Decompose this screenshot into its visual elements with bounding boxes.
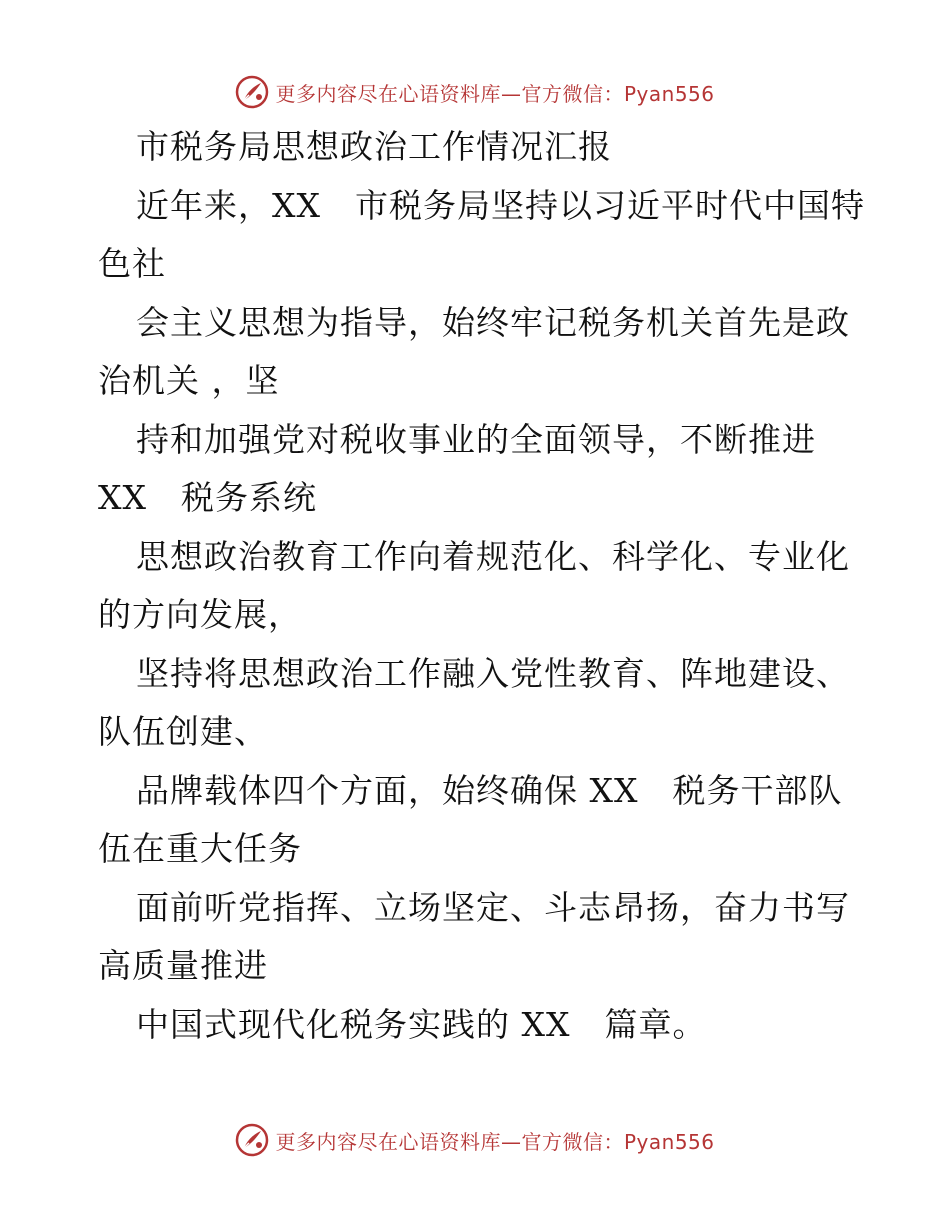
document-line: 坚持将思想政治工作融入党性教育、阵地建设、 <box>136 653 850 693</box>
document-line: 会主义思想为指导，始终牢记税务机关首先是政 <box>136 302 850 342</box>
document-line: 近年来，XX 市税务局坚持以习近平时代中国特 <box>136 185 865 225</box>
watermark-text <box>275 78 714 107</box>
watermark-wechat-label: 官方微信： <box>521 1129 624 1154</box>
document-line: 持和加强党对税收事业的全面领导，不断推进 <box>136 419 816 459</box>
watermark-dash: — <box>500 1129 522 1154</box>
document-body <box>98 118 865 1054</box>
document-line: 伍在重大任务 <box>98 829 302 868</box>
header-watermark <box>0 72 950 112</box>
watermark-wechat-label: 官方微信： <box>521 81 624 106</box>
quill-pen-icon <box>235 75 269 109</box>
document-line: 的方向发展， <box>98 595 302 634</box>
footer-watermark <box>0 1120 950 1160</box>
watermark-main: 更多内容尽在心语资料库 <box>275 81 501 106</box>
document-line: 面前听党指挥、立场坚定、斗志昂扬，奋力书写 <box>136 887 850 927</box>
document-line: 品牌载体四个方面，始终确保 XX 税务干部队 <box>136 770 843 810</box>
document-line: 高质量推进 <box>98 946 268 985</box>
document-line: 治机关 ，坚 <box>98 361 280 400</box>
document-line: 思想政治教育工作向着规范化、科学化、专业化 <box>136 536 850 576</box>
watermark-handle: Pyan556 <box>623 1129 715 1154</box>
quill-pen-icon <box>235 1123 269 1157</box>
document-line: 队伍创建、 <box>98 712 268 751</box>
watermark-text <box>275 1126 714 1155</box>
document-line: 中国式现代化税务实践的 XX 篇章。 <box>136 1004 707 1044</box>
watermark-handle: Pyan556 <box>623 81 715 106</box>
watermark-dash: — <box>500 81 522 106</box>
document-line: 色社 <box>98 244 166 283</box>
watermark-main: 更多内容尽在心语资料库 <box>275 1129 501 1154</box>
document-line: XX 税务系统 <box>98 478 317 517</box>
document-title: 市税务局思想政治工作情况汇报 <box>136 127 612 166</box>
